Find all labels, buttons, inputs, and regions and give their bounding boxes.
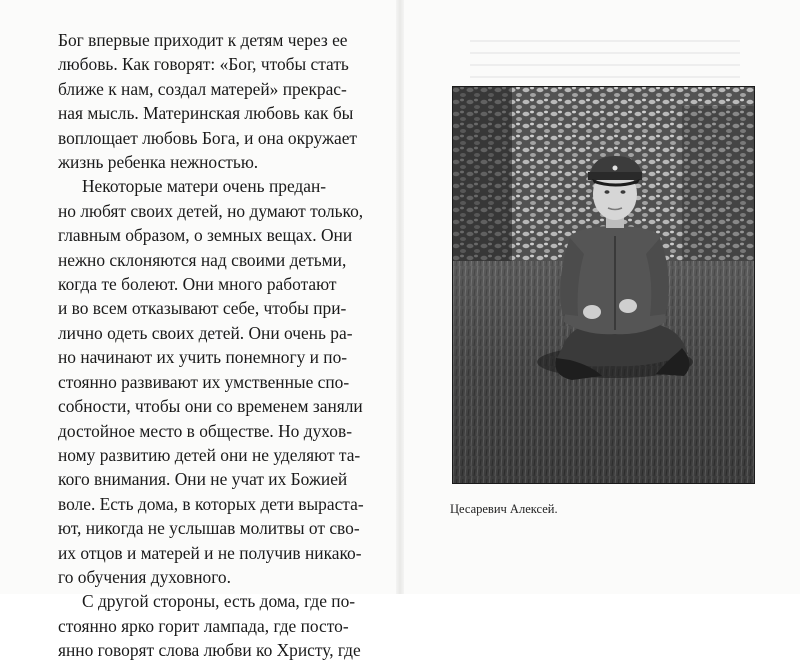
paragraph-1: [58, 28, 364, 174]
text-line: главным образом, о земных вещах. Они: [58, 225, 353, 246]
text-line: нежно склоняются над своими детьми,: [58, 249, 347, 270]
text-line: кого внимания. Они не учат их Божией: [58, 469, 348, 490]
photo-tsarevich: [452, 86, 755, 484]
text-line: стоянно ярко горит лампада, где посто-: [58, 615, 349, 636]
text-line: ют, никогда не услышав молитвы от сво-: [58, 518, 360, 539]
text-line: но любят своих детей, но думают только,: [58, 200, 364, 221]
text-line: С другой стороны, есть дома, где по-: [82, 591, 356, 612]
text-line: го обучения духовного.: [58, 566, 231, 587]
text-line: янно говорят слова любви ко Христу, где: [58, 640, 361, 661]
text-line: любовь. Как говорят: «Бог, чтобы стать: [58, 54, 349, 75]
paragraph-2: [58, 174, 364, 589]
text-line: ному развитию детей они не уделяют та-: [58, 444, 361, 465]
photo-caption: Цесаревич Алексей.: [450, 502, 558, 516]
left-page-text: [58, 28, 364, 663]
text-line: и во всем отказывают себе, чтобы при-: [58, 298, 347, 319]
text-line: жизнь ребенка нежностью.: [58, 152, 259, 173]
book-gutter: [396, 0, 404, 594]
text-line: собности, чтобы они со временем заняли: [58, 396, 363, 417]
text-line: ная мысль. Материнская любовь как бы: [58, 103, 354, 124]
text-line: их отцов и матерей и не получив никако-: [58, 542, 362, 563]
text-line: Некоторые матери очень предан-: [82, 176, 327, 197]
paragraph-3: [58, 589, 364, 662]
text-line: когда те болеют. Они много работают: [58, 274, 337, 295]
text-line: но начинают их учить понемногу и по-: [58, 347, 348, 368]
text-line: ближе к нам, создал матерей» прекрас-: [58, 78, 347, 99]
text-line: стоянно развивают их умственные спо-: [58, 371, 350, 392]
text-line: достойное место в обществе. Но духов-: [58, 420, 353, 441]
text-line: воле. Есть дома, в которых дети выраста-: [58, 493, 364, 514]
show-through-text: [470, 40, 740, 80]
text-line: воплощает любовь Бога, и она окружает: [58, 127, 358, 148]
text-line: Бог впервые приходит к детям через ее: [58, 30, 348, 50]
text-line: лично одеть своих детей. Они очень ра-: [58, 322, 353, 343]
